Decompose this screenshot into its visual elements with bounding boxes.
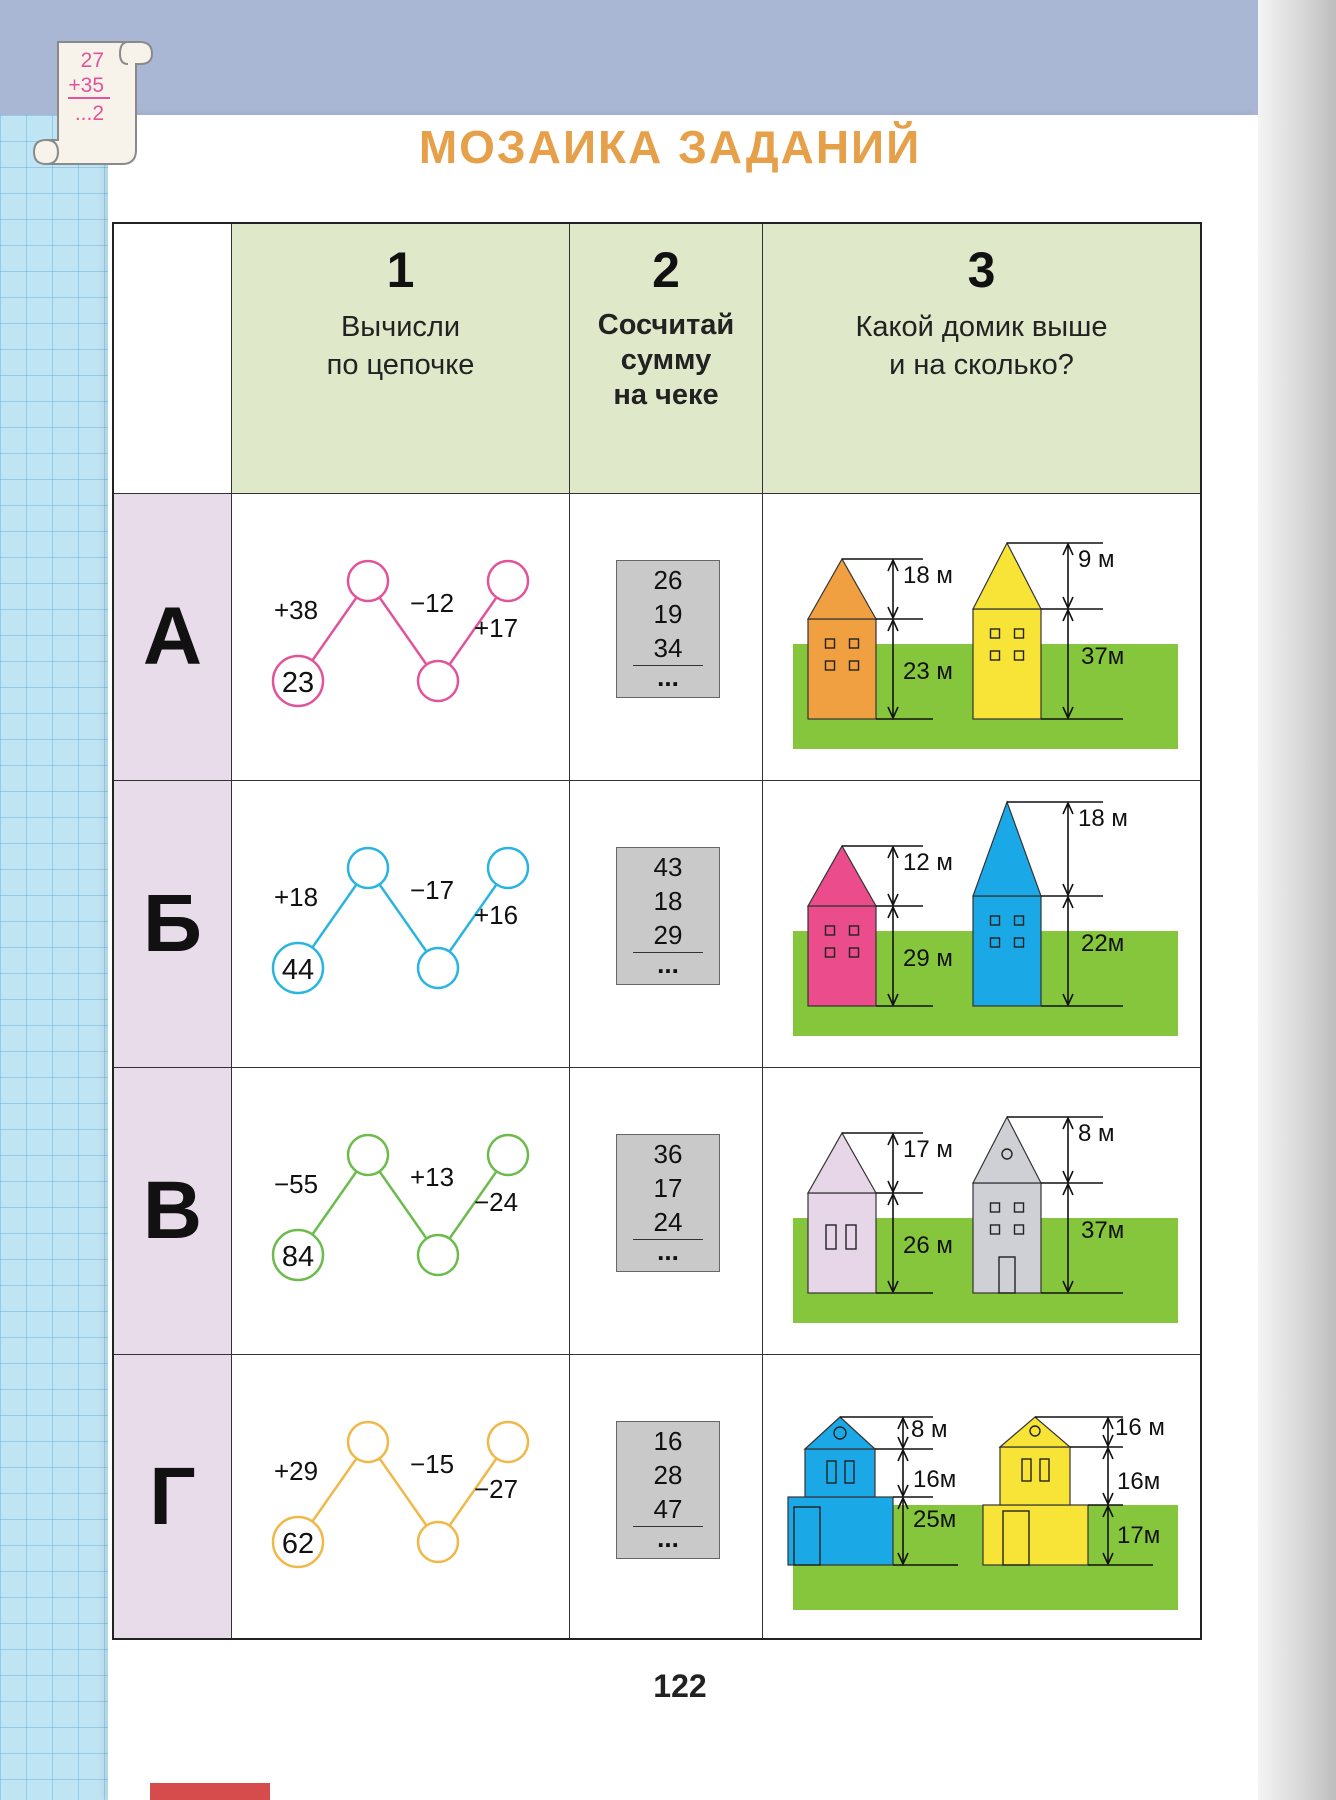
row-label-cell (114, 1068, 232, 1355)
house-roof (1000, 1417, 1070, 1447)
houses-figure (763, 494, 1198, 779)
chain-op-2: −15 (409, 1449, 455, 1479)
house-roof (805, 1417, 875, 1449)
house-roof (973, 543, 1041, 609)
column-header-3 (763, 224, 1200, 494)
chain-op-3: +17 (473, 613, 519, 643)
calculation-chain (232, 494, 568, 779)
houses-figure (763, 781, 1198, 1066)
header-corner-cell (114, 224, 232, 494)
house-body (973, 1183, 1041, 1293)
receipt-amount: 28 (653, 1460, 683, 1490)
receipt-amount: 43 (653, 852, 683, 882)
receipt-cell (570, 1355, 763, 1638)
house-roof (808, 1133, 876, 1193)
house-upper-floor (805, 1449, 875, 1497)
calculation-chain (232, 1355, 568, 1640)
chain-answer-circle[interactable] (348, 1135, 388, 1175)
row-letter: Г (149, 1450, 196, 1542)
right-roof-height: 18 м (1078, 805, 1128, 832)
column-number-2: 2 (652, 242, 680, 298)
scroll-line-1: 27 (80, 49, 104, 72)
column-header-1 (232, 224, 570, 494)
left-roof-height: 8 м (911, 1416, 948, 1443)
right-house (973, 543, 1041, 719)
house-roof (973, 1117, 1041, 1183)
right-roof-height: 9 м (1078, 546, 1115, 573)
chain-op-1: +29 (273, 1456, 319, 1486)
house-body (808, 906, 876, 1006)
right-body-height: 37м (1081, 643, 1125, 670)
chain-answer-circle[interactable] (418, 948, 458, 988)
chain-op-1: −55 (273, 1169, 319, 1199)
houses-cell (763, 1068, 1200, 1355)
column-number-3: 3 (967, 242, 996, 298)
receipt-cell (570, 781, 763, 1068)
houses-cell (763, 781, 1200, 1068)
left-house (808, 846, 876, 1006)
left-house (808, 559, 876, 719)
column-task-2: Сосчитай сумму на чеке (597, 309, 735, 411)
chain-answer-circle[interactable] (348, 1422, 388, 1462)
receipt-total-blank: ... (657, 662, 679, 692)
chain-answer-circle[interactable] (418, 661, 458, 701)
page-title: МОЗАИКА ЗАДАНИЙ (418, 121, 922, 173)
left-body-height: 23 м (903, 658, 953, 685)
chain-start-value: 44 (281, 954, 315, 986)
right-middle-height: 16м (1117, 1468, 1161, 1495)
page-fold-shadow (1258, 0, 1336, 1800)
left-body-height: 25м (913, 1506, 957, 1533)
right-house (973, 1117, 1041, 1293)
receipt-cell (570, 494, 763, 781)
row-letter: Б (143, 878, 202, 969)
receipt-amount: 19 (653, 599, 683, 629)
chain-cell (232, 1068, 570, 1355)
chain-cell (232, 781, 570, 1068)
right-house (973, 802, 1041, 1006)
row-label-cell (114, 781, 232, 1068)
chain-op-2: −17 (409, 875, 455, 905)
chain-op-3: −24 (473, 1187, 519, 1217)
house-upper-floor (1000, 1447, 1070, 1505)
receipt-total-blank: ... (657, 1236, 679, 1266)
house-body (808, 619, 876, 719)
row-letter: А (142, 591, 203, 682)
calculation-chain (232, 1068, 568, 1353)
left-house (788, 1417, 893, 1565)
receipt-amount: 18 (653, 886, 683, 916)
receipt-amount: 36 (653, 1139, 683, 1169)
receipt-amount: 17 (653, 1173, 683, 1203)
receipt-amount: 24 (653, 1207, 683, 1237)
chain-start-value: 62 (281, 1528, 315, 1560)
right-house (983, 1417, 1088, 1565)
left-roof-height: 18 м (903, 562, 953, 589)
chain-answer-circle[interactable] (488, 1135, 528, 1175)
scroll-icon (28, 32, 158, 172)
chain-op-3: +16 (473, 900, 519, 930)
chain-op-3: −27 (473, 1474, 519, 1504)
column-header-2 (570, 224, 763, 494)
house-roof (973, 802, 1041, 896)
right-body-height: 17м (1117, 1522, 1161, 1549)
houses-figure (763, 1355, 1198, 1640)
left-body-height: 26 м (903, 1232, 953, 1259)
column-task-1: Вычисли по цепочке (326, 311, 475, 381)
column-task-3: Какой домик выше и на сколько? (855, 311, 1108, 381)
bottom-red-strip (150, 1783, 270, 1800)
column-number-1: 1 (386, 242, 415, 298)
task-table (112, 222, 1202, 1640)
houses-cell (763, 494, 1200, 781)
house-roof (808, 559, 876, 619)
chain-answer-circle[interactable] (488, 561, 528, 601)
right-roof-height: 16 м (1115, 1414, 1165, 1441)
page-number: 122 (653, 1668, 707, 1704)
chain-op-1: +18 (273, 882, 319, 912)
receipt-total-blank: ... (657, 1523, 679, 1553)
chain-answer-circle[interactable] (488, 848, 528, 888)
chain-answer-circle[interactable] (418, 1235, 458, 1275)
house-body (983, 1505, 1088, 1565)
scroll-line-2: +35 (68, 74, 104, 97)
house-body (973, 609, 1041, 719)
right-roof-height: 8 м (1078, 1120, 1115, 1147)
receipt (616, 1134, 720, 1272)
right-body-height: 37м (1081, 1217, 1125, 1244)
receipt-cell (570, 1068, 763, 1355)
chain-op-1: +38 (273, 595, 319, 625)
receipt-amount: 47 (653, 1494, 683, 1524)
row-letter: В (142, 1165, 203, 1256)
receipt-amount: 34 (653, 633, 683, 663)
left-roof-height: 12 м (903, 849, 953, 876)
left-body-height: 29 м (903, 945, 953, 972)
scroll-line-3: ...2 (74, 102, 104, 125)
receipt-total-blank: ... (657, 949, 679, 979)
receipt (616, 847, 720, 985)
houses-figure (763, 1068, 1198, 1353)
receipt-amount: 26 (653, 565, 683, 595)
receipt (616, 1421, 720, 1559)
chain-op-2: −12 (409, 588, 455, 618)
houses-cell (763, 1355, 1200, 1638)
chain-answer-circle[interactable] (348, 848, 388, 888)
chain-answer-circle[interactable] (488, 1422, 528, 1462)
left-middle-height: 16м (913, 1466, 957, 1493)
row-label-cell (114, 494, 232, 781)
receipt-amount: 16 (653, 1426, 683, 1456)
row-label-cell (114, 1355, 232, 1638)
chain-answer-circle[interactable] (418, 1522, 458, 1562)
receipt (616, 560, 720, 698)
chain-cell (232, 494, 570, 781)
chain-start-value: 23 (281, 667, 315, 699)
chain-start-value: 84 (281, 1241, 315, 1273)
chain-answer-circle[interactable] (348, 561, 388, 601)
house-body (973, 896, 1041, 1006)
receipt-amount: 29 (653, 920, 683, 950)
left-roof-height: 17 м (903, 1136, 953, 1163)
chain-cell (232, 1355, 570, 1638)
page-top-band (0, 0, 1336, 115)
house-body (808, 1193, 876, 1293)
right-body-height: 22м (1081, 930, 1125, 957)
chain-op-2: +13 (409, 1162, 455, 1192)
house-roof (808, 846, 876, 906)
calculation-chain (232, 781, 568, 1066)
left-house (808, 1133, 876, 1293)
